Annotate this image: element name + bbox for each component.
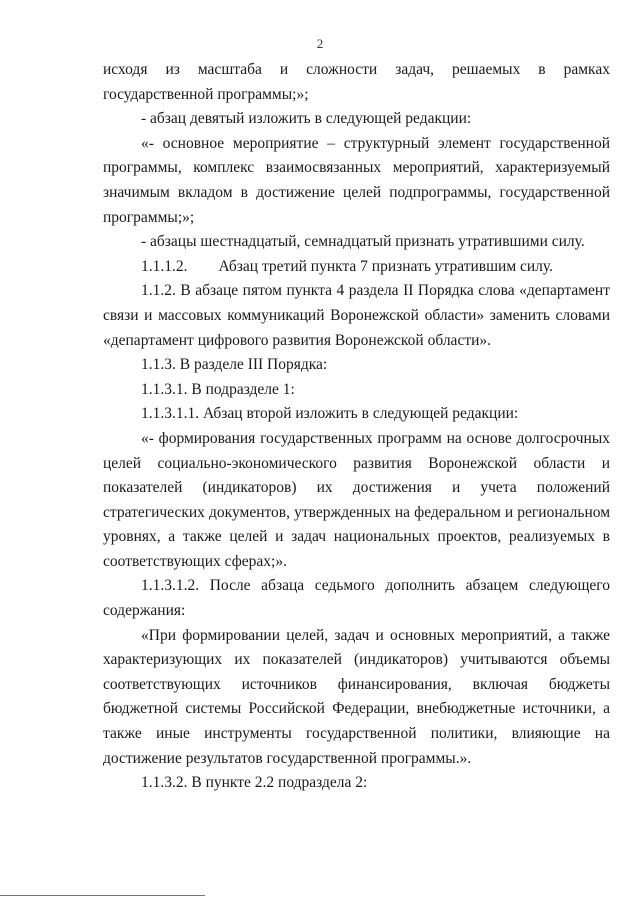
paragraph-item: - абзац девятый изложить в следующей редакции:	[141, 110, 472, 128]
paragraph-clause: 1.1.1.2. Абзац третий пункта 7 признать утратившим силу.	[141, 257, 553, 275]
paragraph-clause: 1.1.3.1. В подразделе 1:	[141, 380, 295, 398]
paragraph-item: - абзацы шестнадцатый, семнадцатый признать утратившими силу.	[141, 233, 585, 251]
paragraph-clause: 1.1.2. В абзаце пятом пункта 4 раздела II Порядка слова «департамент связи и массовых коммуникаций Воронежской области» заменить словами «департамент цифрового развития Воронежской области».	[103, 282, 610, 349]
paragraph-clause: 1.1.3.1.1. Абзац второй изложить в следующей редакции:	[141, 405, 519, 423]
paragraph-clause: 1.1.3.1.2. После абзаца седьмого дополнить абзацем следующего содержания:	[103, 577, 610, 620]
page-number: 2	[316, 36, 324, 51]
footnote-divider	[0, 895, 205, 896]
paragraph-quote: «При формировании целей, задач и основных мероприятий, а также характеризующих их показателей (индикаторов) учитываются объемы соответствующих источников финансирования, включая бюджеты бюджетной системы Российской Федерации, внебюджетные источники, а также иные инструменты государственной политики, влияющие на достижение результатов государственной программы.».	[103, 626, 610, 767]
paragraph-quote: «- основное мероприятие – структурный элемент государственной программы, комплекс взаимосвязанных мероприятий, характеризуемый значимым вкладом в достижение целей подпрограммы, государственной программы;»;	[103, 134, 610, 226]
paragraph-clause: 1.1.3.2. В пункте 2.2 подраздела 2:	[141, 774, 368, 792]
paragraph-continuation: исходя из масштаба и сложности задач, решаемых в рамках государственной программы;»;	[103, 61, 610, 103]
paragraph-quote: «- формирования государственных программ на основе долгосрочных целей социально-экономического развития Воронежской области и показателей (индикаторов) их достижения и учета положений стратегических документов, утвержденных на федеральном и региональном уровнях, а также целей и задач национальных проектов, реализуемых в соответствующих сферах;».	[103, 429, 610, 570]
document-body	[103, 58, 610, 796]
paragraph-clause: 1.1.3. В разделе III Порядка:	[141, 356, 328, 374]
